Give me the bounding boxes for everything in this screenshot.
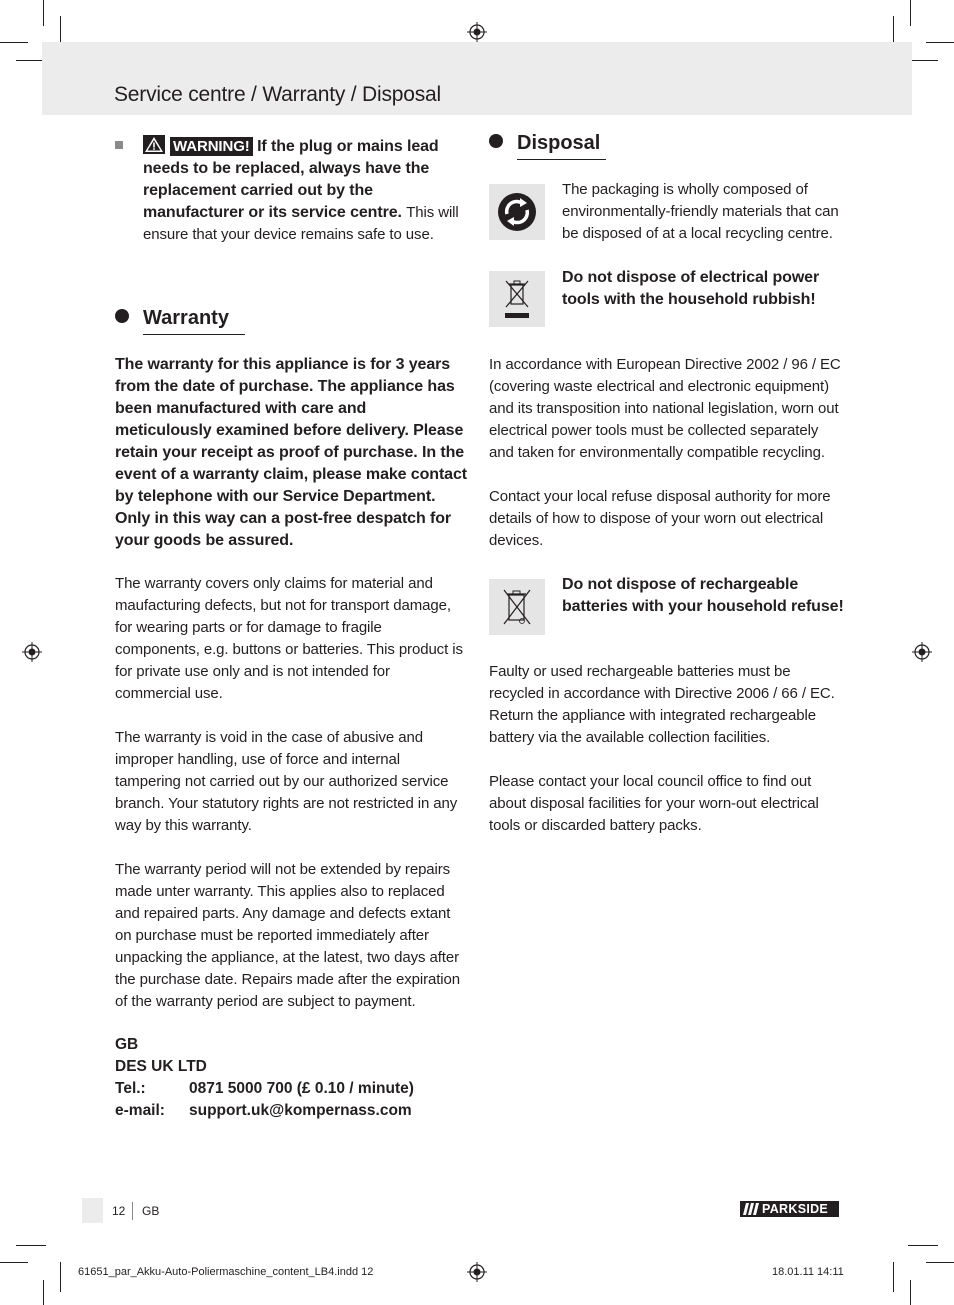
crossed-bin-icon	[489, 271, 545, 327]
date-slug: 18.01.11 14:11	[772, 1266, 844, 1278]
file-slug: 61651_par_Akku-Auto-Poliermaschine_content_LB4.indd 12	[78, 1266, 374, 1278]
battery-symbol-box	[489, 579, 545, 635]
contact-company: DES UK LTD	[115, 1058, 207, 1075]
crossed-battery-bin-icon	[489, 579, 545, 635]
warranty-body	[115, 354, 467, 1013]
battery-text: Faulty or used rechargeable batteries must be recycled in accordance with Directive 2006 / 66 / EC. Return the appliance with integrated rechargeable battery via the available collection facilities.	[489, 663, 835, 746]
weee-symbol-box	[489, 271, 545, 327]
warning-triangle-icon	[143, 135, 165, 154]
warranty-heading: Warranty	[115, 307, 229, 330]
warranty-bold-paragraph: The warranty for this appliance is for 3 years from the date of purchase. The appliance has been manufactured with care and meticulously examined before delivery. Please retain your receipt as proof of purchase. In the event of a warranty claim, please make contact by telephone with our Service Department. Only in this way can a post-free despatch for your goods be assured.	[115, 356, 468, 549]
packaging-text: The packaging is wholly composed of environmentally-friendly materials that can be disposed of at a local recycling centre.	[562, 181, 839, 242]
parkside-stripes-icon	[743, 1203, 761, 1215]
contact-block	[115, 1034, 414, 1122]
registration-mark-icon	[912, 642, 932, 662]
warning-normal-text: This will ensure that your device remains safe to use.	[143, 204, 459, 243]
email-label: e-mail:	[115, 1102, 165, 1119]
warning-bold-text: If the plug or mains lead needs to be replaced, always have the replacement carried out by the manufacturer or its service centre.	[143, 138, 439, 221]
warranty-paragraph: The warranty covers only claims for material and maufacturing defects, but not for transport damage, for wearing parts or for damage to fragile components, e.g. buttons or batteries. This product is for private use only and is not intended for commercial use.	[115, 575, 463, 702]
parkside-logo: PARKSIDE	[740, 1201, 839, 1217]
green-dot-recycling-icon	[489, 184, 545, 240]
tools-warning: Do not dispose of electrical power tools with the household rubbish!	[562, 269, 820, 308]
registration-mark-icon	[22, 642, 42, 662]
warning-badge: WARNING!	[170, 137, 253, 156]
registration-mark-icon	[467, 22, 487, 42]
email-value[interactable]: support.uk@kompernass.com	[189, 1102, 412, 1119]
warranty-paragraph: The warranty is void in the case of abusive and improper handling, use of force and internal tampering not carried out by our authorized service branch. Your statutory rights are not restricted in any way by this warranty.	[115, 729, 458, 834]
bullet-dot-icon	[115, 309, 129, 323]
bullet-dot-icon	[489, 134, 503, 148]
disposal-body	[489, 354, 845, 552]
footer-language: GB	[142, 1204, 160, 1218]
registration-mark-icon	[467, 1262, 487, 1282]
footer-divider	[132, 1202, 133, 1220]
directive-text: In accordance with European Directive 2002 / 96 / EC (covering waste electrical and electronic equipment) and its transposition into national legislation, worn out electrical power tools must be collected separately and taken for environmentally compatible recycling.	[489, 356, 841, 461]
recycling-symbol-box	[489, 184, 545, 240]
tel-value[interactable]: 0871 5000 700 (£ 0.10 / minute)	[189, 1080, 414, 1097]
council-text: Please contact your local council office to find out about disposal facilities for your worn-out electrical tools or discarded battery packs.	[489, 773, 819, 834]
contact-authority-text: Contact your local refuse disposal authority for more details of how to dispose of your worn out electrical devices.	[489, 488, 831, 549]
battery-warning: Do not dispose of rechargeable batteries with your household refuse!	[562, 576, 844, 615]
bullet-square-icon	[115, 141, 123, 149]
disposal-heading: Disposal	[489, 132, 600, 155]
warning-block	[115, 135, 465, 246]
tel-label: Tel.:	[115, 1080, 146, 1097]
battery-body	[489, 661, 845, 837]
contact-country: GB	[115, 1036, 139, 1053]
page-title: Service centre / Warranty / Disposal	[114, 83, 441, 106]
warranty-paragraph: The warranty period will not be extended by repairs made unter warranty. This applies also to replaced and repaired parts. Any damage and defects extant on purchase must be reported immediately after unpacking the appliance, at the latest, two days after the purchase date. Repairs made after the expiration of the warranty period are subject to payment.	[115, 861, 461, 1010]
footer-tab	[82, 1198, 103, 1223]
page-number: 12	[112, 1204, 126, 1218]
